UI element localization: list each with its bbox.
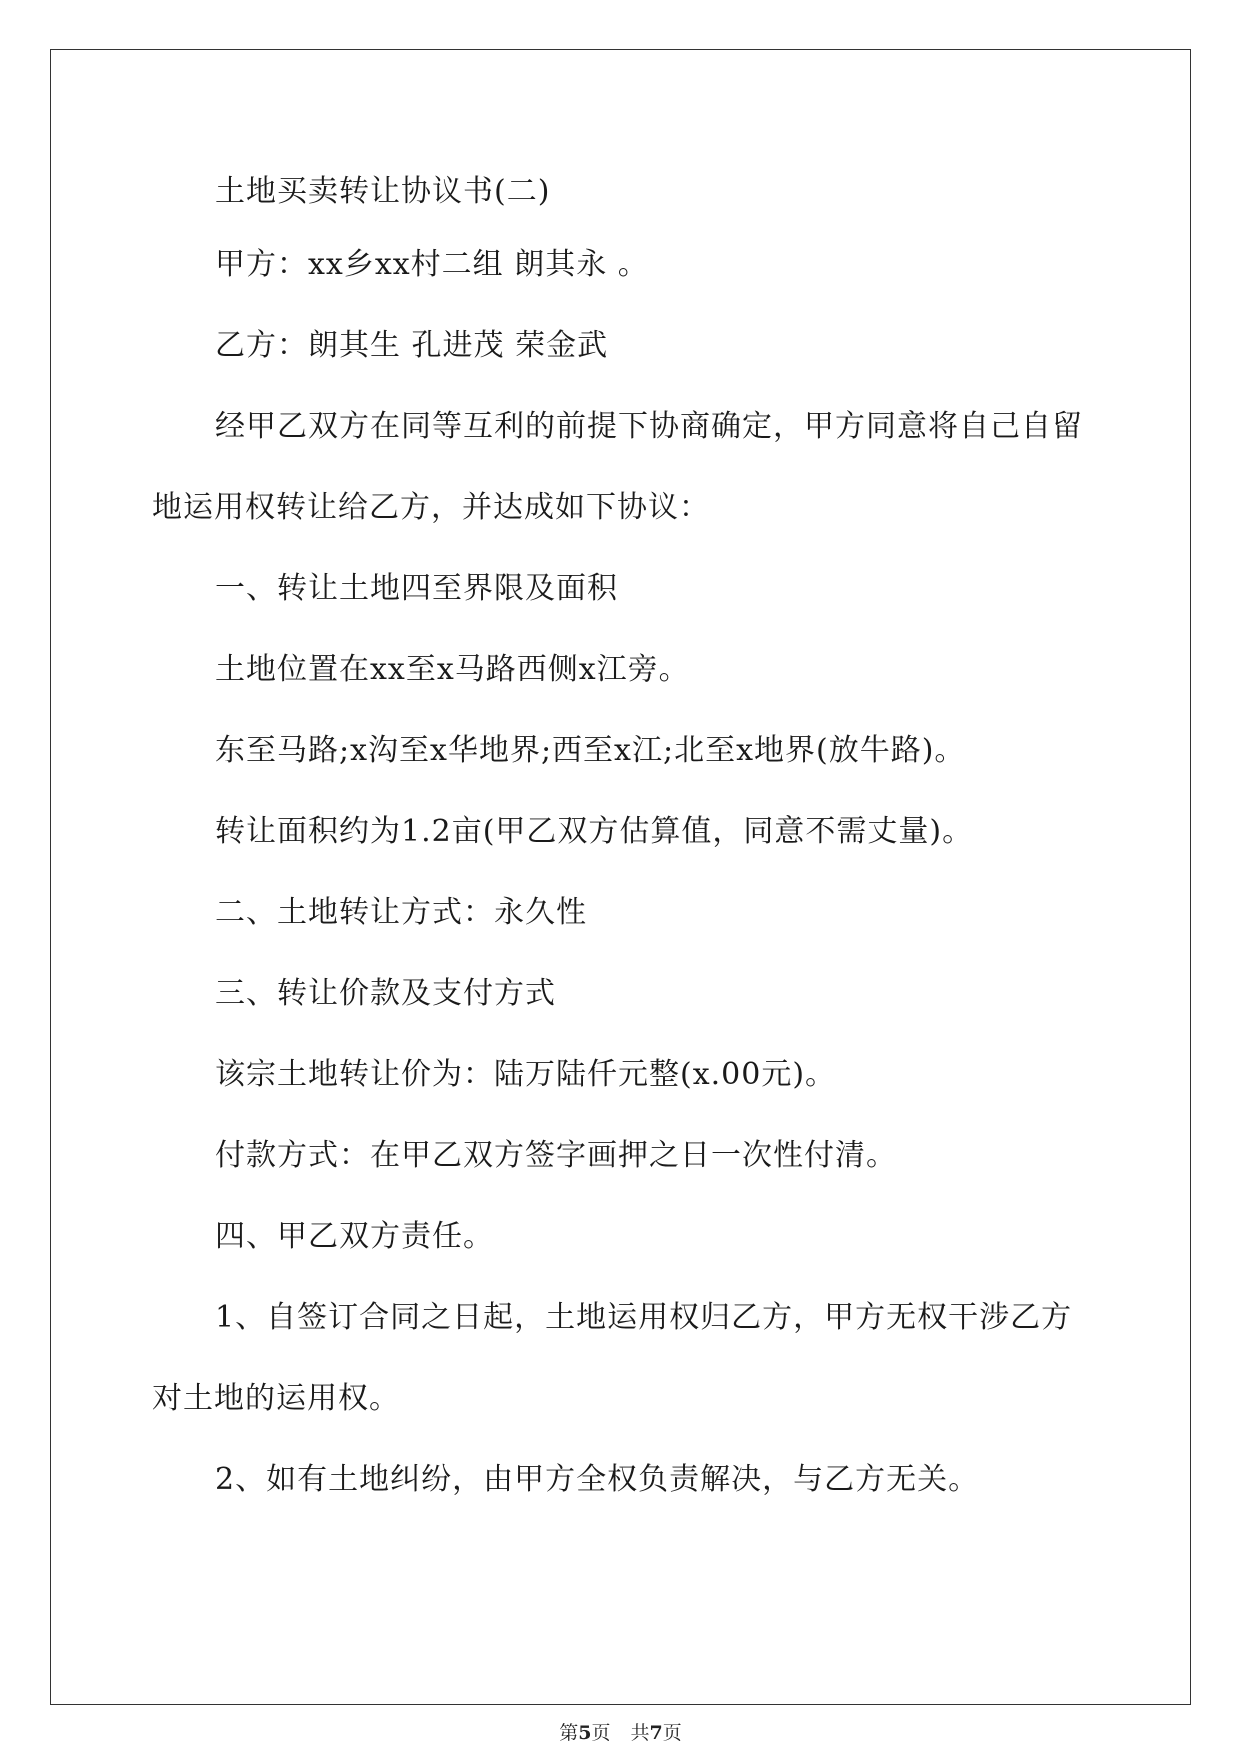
paragraph: 甲方：xx乡xx村二组 朗其永 。	[215, 247, 649, 282]
page-suffix: 页	[591, 1722, 611, 1744]
paragraph: 2、如有土地纠纷，由甲方全权负责解决，与乙方无关。	[215, 1462, 980, 1497]
total-suffix: 页	[662, 1722, 682, 1744]
paragraph: 1、自签订合同之日起，土地运用权归乙方，甲方无权干涉乙方对土地的运用权。	[152, 1300, 1073, 1416]
paragraph: 乙方：朗其生 孔进茂 荣金武	[215, 328, 609, 363]
page-footer	[0, 1720, 1241, 1746]
document-title: 土地买卖转让协议书(二)	[215, 174, 551, 209]
paragraph: 转让面积约为1.2亩(甲乙双方估算值，同意不需丈量)。	[215, 814, 974, 849]
paragraph: 东至马路;x沟至x华地界;西至x江;北至x地界(放牛路)。	[215, 733, 966, 768]
total-prefix: 共	[630, 1722, 650, 1744]
paragraph: 付款方式：在甲乙双方签字画押之日一次性付清。	[215, 1138, 897, 1173]
paragraph: 该宗土地转让价为：陆万陆仟元整(x.00元)。	[215, 1057, 837, 1092]
page-total: 7	[649, 1722, 663, 1744]
paragraph: 土地位置在xx至x马路西侧x江旁。	[215, 652, 690, 687]
document-body	[152, 224, 1087, 1520]
page-prefix: 第	[559, 1722, 579, 1744]
paragraph: 一、转让土地四至界限及面积	[215, 571, 618, 606]
paragraph: 四、甲乙双方责任。	[215, 1219, 494, 1254]
paragraph: 二、土地转让方式：永久性	[215, 895, 587, 930]
paragraph: 三、转让价款及支付方式	[215, 976, 556, 1011]
page-current: 5	[578, 1722, 592, 1744]
paragraph: 经甲乙双方在同等互利的前提下协商确定，甲方同意将自己自留地运用权转让给乙方，并达成如下协议：	[152, 409, 1083, 525]
